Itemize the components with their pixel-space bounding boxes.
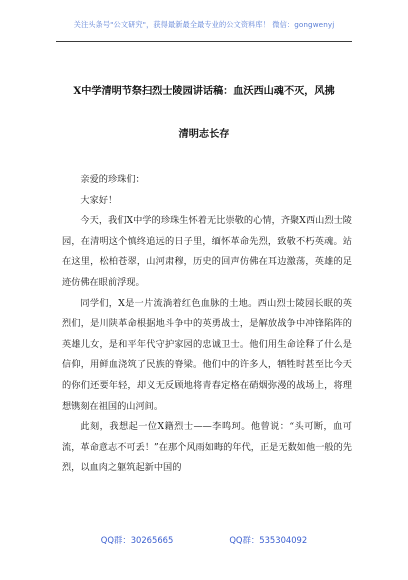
footer-qq-group-1: QQ群：30265665 — [100, 535, 174, 545]
greeting: 大家好！ — [80, 194, 118, 206]
header-divider — [56, 41, 352, 42]
footer-qq-group-2: QQ群：535304092 — [229, 535, 308, 545]
footer-contacts — [0, 534, 408, 546]
paragraph: 今天，我们X中学的珍珠生怀着无比崇敬的心情，齐聚X西山烈士陵园，在清明这个慎终追远的日子里，缅怀革命先烈，致敬不朽英魂。站在这里，松柏苍翠，山河肃穆，历史的回声仿佛在耳边激荡，英雄的足迹仿佛在眼前浮现。 — [62, 215, 352, 288]
document-title-line-2: 清明志长存 — [178, 128, 230, 140]
header-banner: 关注头条号"公文研究"，获得最新最全最专业的公文资料库！ 微信：gongwenyj — [73, 20, 335, 29]
paragraph: 此刻，我想起一位X籍烈士——李鸣珂。他曾说：“头可断，血可流，革命意志不可丢！”在那个风雨如晦的年代，正是无数如他一般的先烈，以血肉之躯筑起新中国的 — [62, 421, 352, 474]
document-body — [62, 170, 352, 479]
paragraph: 同学们，X是一片流淌着红色血脉的土地。西山烈士陵园长眠的英烈们，是川陕革命根据地斗争中的英勇战士，是解放战争中冲锋陷阵的英雄儿女，是和平年代守护家园的忠诚卫士。他们用生命诠释了什么是信仰，用鲜血浇筑了民族的脊梁。他们中的许多人，牺牲时甚至比今天的你们还要年轻，却义无反顾地将青春定格在硝烟弥漫的战场上，将理想镌刻在祖国的山河间。 — [62, 297, 352, 412]
salutation: 亲爱的珍珠们： — [80, 174, 145, 185]
document-title-line-1: X中学清明节祭扫烈士陵园讲话稿：血沃西山魂不灭，风拂 — [73, 85, 335, 97]
